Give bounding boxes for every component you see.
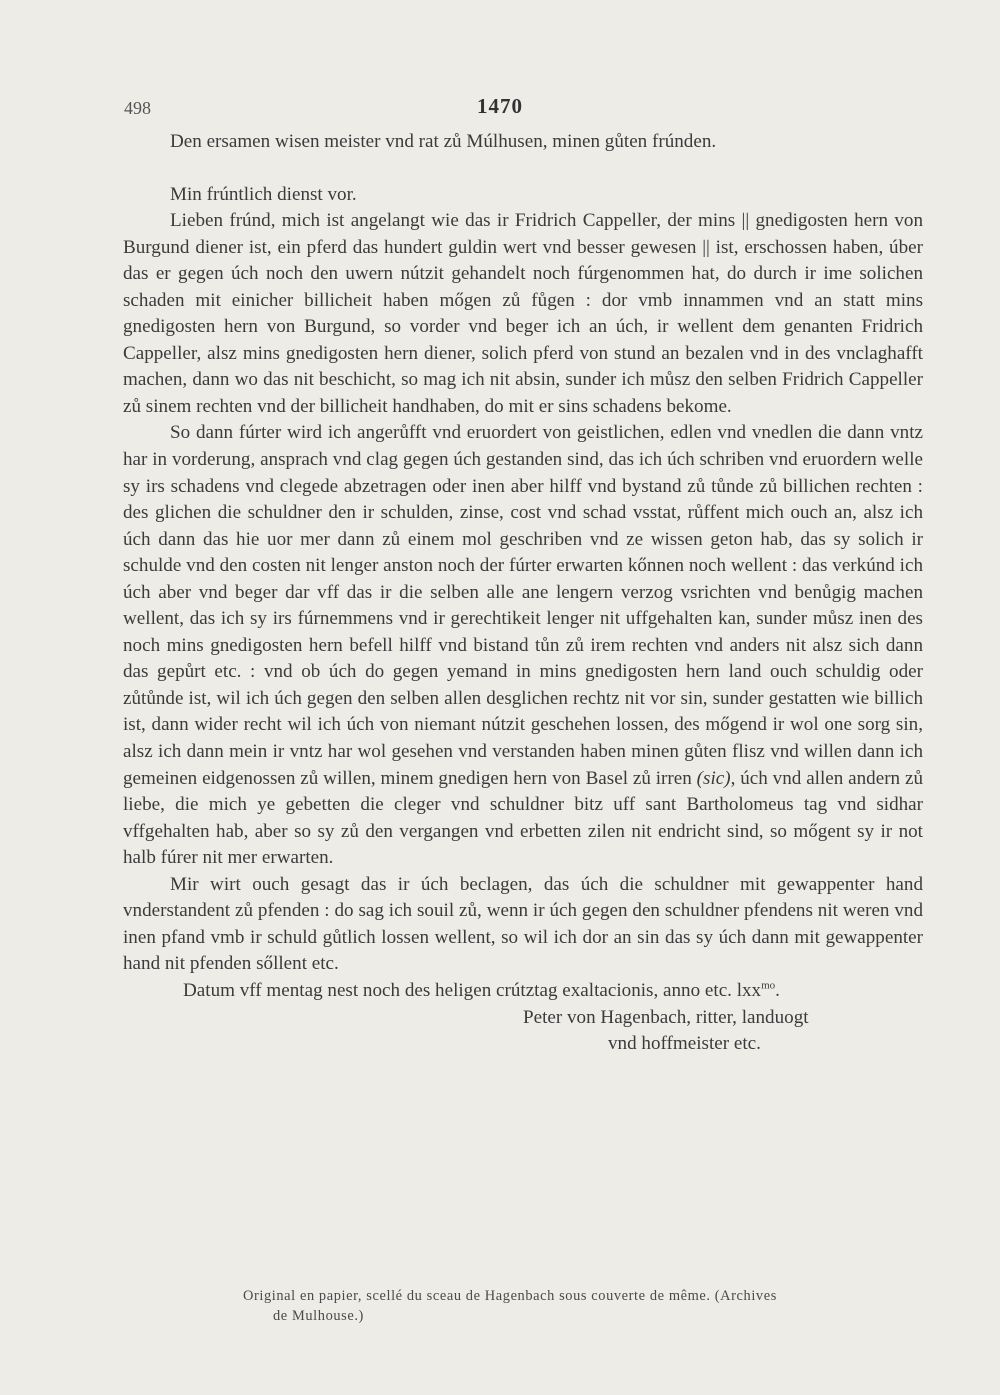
signature-line-2: vnd hoffmeister etc. (608, 1033, 761, 1055)
letter-paragraph-1: Lieben frúnd, mich ist angelangt wie das ir Fridrich Cappeller, der mins || gnedigosten hern von Burgund diener ist, ein pferd das hundert guldin wert vnd besser gewesen || ist, erschossen haben, úber das er gegen úch noch den uwern nútzit gehandelt noch fúrgenommen hat, do durch ir ime solichen schaden mit einicher billicheit haben mőgen zů fůgen : dor vmb innammen vnd an statt mins gnedigosten hern von Burgund, so vorder vnd beger ich an úch, ir wellent dem genanten Fridrich Cappeller, alsz mins gnedigosten hern diener, solich pferd von stund an bezalen vnd in des vnclaghafft machen, dann wo das nit beschicht, so mag ich nit absin, sunder ich můsz den selben Fridrich Cappeller zů sinem rechten vnd der billicheit handhaben, do mit er sins schadens bekome. (123, 210, 923, 417)
letter-address: Den ersamen wisen meister vnd rat zů Múlhusen, minen gůten frúnden. (170, 131, 717, 152)
source-note-line-2: de Mulhouse.) (273, 1308, 364, 1324)
letter-paragraph-3: Mir wirt ouch gesagt das ir úch beclagen, das úch die schuldner mit gewappenter hand vnderstandent zů pfenden : do sag ich souil zů, wenn ir úch gegen den schuldner pfendens nit weren vnd inen pfand vmb ir schuld gůtlich lossen wellent, so wil ich dor an sin das sy úch dann mit gewappenter hand nit pfenden sőllent etc. (123, 873, 923, 975)
paragraph-2-text-a: So dann fúrter wird ich angerůfft vnd eruordert von geistlichen, edlen vnd vnedlen die dann vntz har in vorderung, ansprach vnd clag gegen úch gestanden sind, das ich úch schriben vnd eruordern welle sy irs schadens vnd clegede abzetragen oder inen aber hilff vnd bystand zů tůnde zů billichen rechten : des glichen die schuldner den ir schulden, zinse, cost vnd schad vsstat, růffent mich ouch an, alsz ich úch dann das hie uor mer dann zů einem mol geschriben vnd ze wissen geton hab, das sy solich ir schulde vnd den costen nit lenger anston noch der fúrter erwarten kőnnen noch wellent : das verkúnd ich úch aber vnd beger dar vff das ir die selben alle ane lengern verzog vsrichten vnd benůgig machen wellent, das ich sy irs fúrnemmens vnd ir gerechtikeit lenger nit uffgehalten kan, sunder můsz inen des noch mins gnedigosten hern befell hilff vnd bistand tůn zů irem rechten vnd anders nit alsz sich dann das gepůrt etc. : vnd ob úch do gegen yemand in mins gnedigosten hern land ouch schuldig oder zůtůnde ist, wil ich úch gegen den selben allen desglichen rechtz nit vor sin, sunder gestatten wie billich ist, dann wider recht wil ich úch von niemant nútzit geschehen lossen, des mőgend ir wol one sorg sin, alsz ich dann mein ir vntz har wol gesehen vnd verstanden haben minen gůten flisz vnd willen dann ich gemeinen eidgenossen zů willen, minem gnedigen hern von Basel zů irren (123, 422, 923, 789)
paragraph-2-text-b: , úch vnd allen andern zů liebe, die mich ye gebetten die cleger vnd schuldner bitz uff sant Bartholomeus tag vnd sidhar vffgehalten hab, aber so sy zů den vergangen vnd erbetten zilen nit endricht sind, so mőgent sy ir not halb fúrer nit mer erwarten. (123, 767, 923, 869)
source-note (243, 1286, 933, 1326)
year-heading: 1470 (477, 94, 523, 118)
letter-body (123, 129, 923, 1058)
letter-greeting: Min frúntlich dienst vor. (170, 183, 357, 205)
letter-paragraph-2 (123, 420, 923, 871)
signature-line-1: Peter von Hagenbach, ritter, landuogt (523, 1006, 809, 1028)
dating-superscript: mo (761, 979, 776, 992)
sic-note: (sic) (696, 767, 731, 789)
letter-dating (123, 978, 923, 1005)
dating-end: . (775, 979, 780, 1001)
page-number: 498 (124, 98, 151, 118)
source-note-line-1: Original en papier, scellé du sceau de Hagenbach sous couverte de même. (Archives (243, 1288, 777, 1304)
dating-text: Datum vff mentag nest noch des heligen crútztag exaltacionis, anno etc. lxx (183, 979, 762, 1001)
